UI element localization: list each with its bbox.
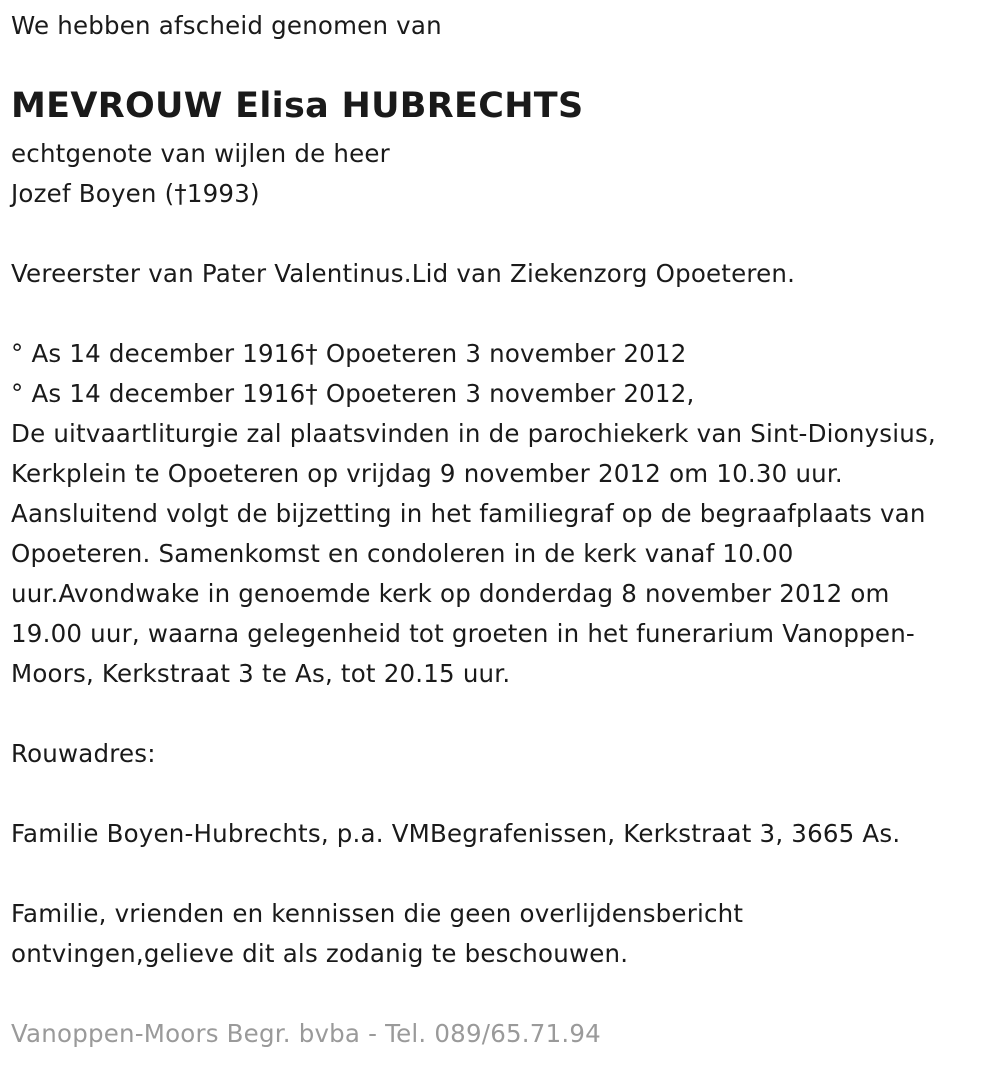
notice-block bbox=[11, 894, 743, 974]
funeral-text-line: Kerkplein te Opoeteren op vrijdag 9 november 2012 om 10.30 uur. bbox=[11, 459, 843, 488]
family-address-block bbox=[11, 814, 900, 854]
funeral-text-line: uur.Avondwake in genoemde kerk op donderdag 8 november 2012 om bbox=[11, 579, 890, 608]
family-address: Familie Boyen-Hubrechts, p.a. VMBegrafenissen, Kerkstraat 3, 3665 As. bbox=[11, 819, 901, 848]
funeral-text-line: 19.00 uur, waarna gelegenheid tot groeten in het funerarium Vanoppen- bbox=[11, 619, 915, 648]
membership-text: Vereerster van Pater Valentinus.Lid van Ziekenzorg Opoeteren. bbox=[11, 259, 796, 288]
membership-block bbox=[11, 254, 795, 294]
deceased-name: MEVROUW Elisa HUBRECHTS bbox=[11, 86, 584, 126]
spouse-line-2: Jozef Boyen (†1993) bbox=[11, 179, 260, 208]
funeral-details bbox=[11, 334, 936, 694]
birth-death-line: ° As 14 december 1916† Opoeteren 3 november 2012 bbox=[11, 339, 687, 368]
intro-text: We hebben afscheid genomen van bbox=[11, 11, 442, 40]
birth-death-line: ° As 14 december 1916† Opoeteren 3 november 2012, bbox=[11, 379, 695, 408]
funeral-text-line: De uitvaartliturgie zal plaatsvinden in de parochiekerk van Sint-Dionysius, bbox=[11, 419, 936, 448]
spouse-block bbox=[11, 134, 390, 214]
notice-line-2: ontvingen,gelieve dit als zodanig te beschouwen. bbox=[11, 939, 629, 968]
rouwadres-label: Rouwadres: bbox=[11, 739, 156, 768]
funeral-home-footer: Vanoppen-Moors Begr. bvba - Tel. 089/65.71.94 bbox=[11, 1019, 601, 1048]
notice-line-1: Familie, vrienden en kennissen die geen overlijdensbericht bbox=[11, 899, 744, 928]
rouwadres-block bbox=[11, 734, 156, 774]
funeral-text-line: Aansluitend volgt de bijzetting in het familiegraf op de begraafplaats van bbox=[11, 499, 926, 528]
funeral-text-line: Opoeteren. Samenkomst en condoleren in de kerk vanaf 10.00 bbox=[11, 539, 794, 568]
spouse-line-1: echtgenote van wijlen de heer bbox=[11, 139, 390, 168]
funeral-text-line: Moors, Kerkstraat 3 te As, tot 20.15 uur. bbox=[11, 659, 511, 688]
